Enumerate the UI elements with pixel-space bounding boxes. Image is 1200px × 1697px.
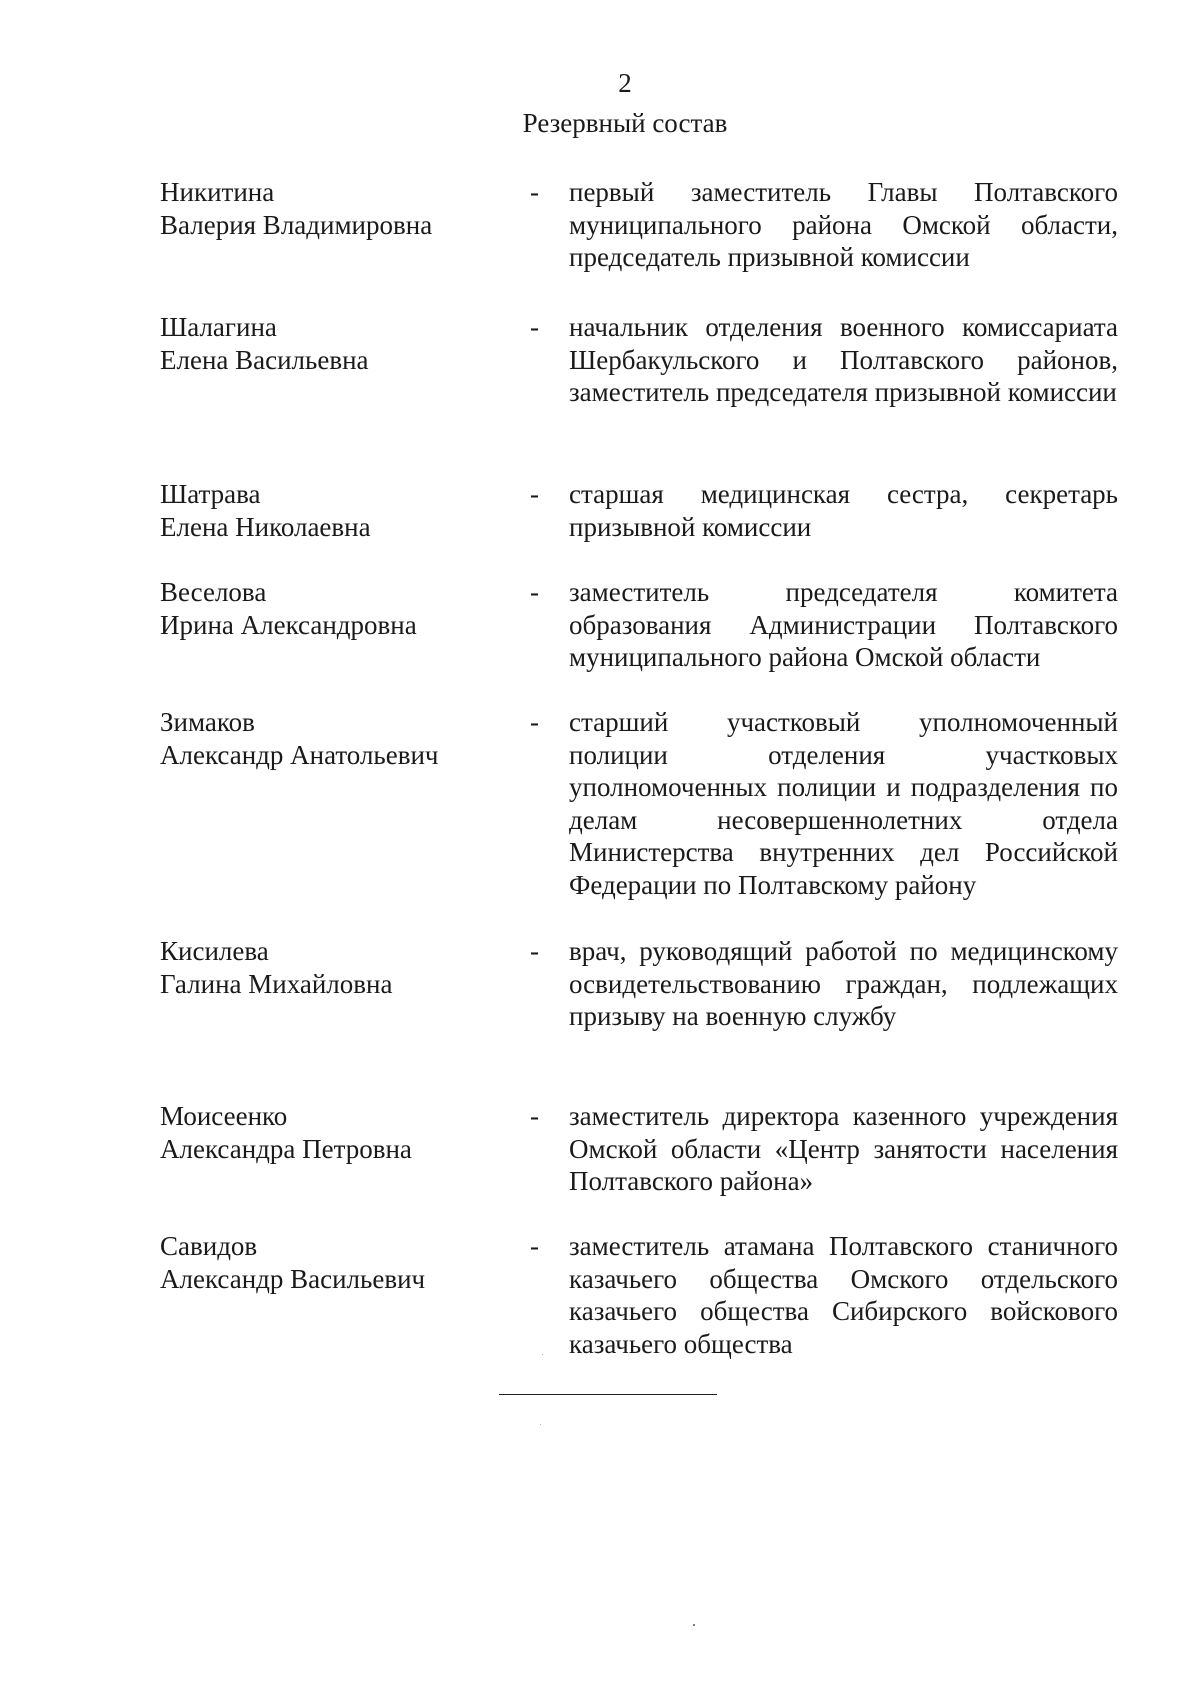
member-name	[160, 1100, 500, 1165]
member-surname: Шалагина	[160, 312, 277, 342]
member-dash: -	[530, 1231, 539, 1261]
end-of-list-rule	[499, 1394, 717, 1395]
member-role: старший участковый уполномоченный полиции отделения участковых уполномоченных полиции и подразделения по делам несовершеннолетних отдела Министерства внутренних дел Российской Федерации по Полтавскому району	[569, 707, 1118, 900]
member-surname: Никитина	[160, 177, 275, 207]
member-dash: -	[530, 177, 539, 207]
member-given-names: Александр Васильевич	[160, 1263, 426, 1294]
member-role: врач, руководящий работой по медицинскому освидетельствованию граждан, подлежащих призыву на военную службу	[569, 936, 1118, 1031]
member-role: заместитель председателя комитета образования Администрации Полтавского муниципального района Омской области	[569, 577, 1118, 672]
member-name	[160, 935, 500, 1000]
member-dash: -	[530, 479, 539, 509]
member-dash: -	[530, 1101, 539, 1131]
scan-speck	[540, 1424, 541, 1425]
member-given-names: Александр Анатольевич	[160, 739, 439, 770]
member-role: первый заместитель Главы Полтавского муниципального района Омской области, председатель призывной комиссии	[569, 177, 1118, 272]
scan-speck	[542, 1354, 543, 1355]
member-dash: -	[530, 936, 539, 966]
member-surname: Савидов	[160, 1231, 258, 1261]
member-surname: Веселова	[160, 577, 267, 607]
member-dash: -	[530, 577, 539, 607]
member-given-names: Ирина Александровна	[160, 609, 417, 640]
member-name	[160, 311, 500, 376]
section-title: Резервный состав	[522, 108, 728, 138]
member-name	[160, 478, 500, 543]
member-surname: Кисилева	[160, 936, 269, 966]
member-given-names: Валерия Владимировна	[160, 209, 433, 240]
member-surname: Шатрава	[160, 479, 261, 509]
member-name	[160, 706, 500, 771]
member-given-names: Александра Петровна	[160, 1133, 412, 1164]
member-given-names: Елена Васильевна	[160, 344, 369, 375]
member-dash: -	[530, 312, 539, 342]
member-given-names: Елена Николаевна	[160, 511, 371, 542]
page-number: 2	[618, 68, 632, 98]
member-dash: -	[530, 707, 539, 737]
member-given-names: Галина Михайловна	[160, 968, 393, 999]
member-role: заместитель атамана Полтавского станичного казачьего общества Омского отдельского казачьего общества Сибирского войскового казачьего общества	[569, 1231, 1118, 1359]
member-name	[160, 1230, 500, 1295]
member-surname: Моисеенко	[160, 1101, 288, 1131]
member-name	[160, 576, 500, 641]
member-role: заместитель директора казенного учреждения Омской области «Центр занятости населения Полтавского района»	[569, 1101, 1118, 1196]
member-role: старшая медицинская сестра, секретарь призывной комиссии	[569, 479, 1118, 542]
scan-speck	[693, 1624, 695, 1626]
member-name	[160, 176, 500, 241]
member-role: начальник отделения военного комиссариата Шербакульского и Полтавского районов, заместитель председателя призывной комиссии	[569, 312, 1118, 407]
member-surname: Зимаков	[160, 707, 255, 737]
